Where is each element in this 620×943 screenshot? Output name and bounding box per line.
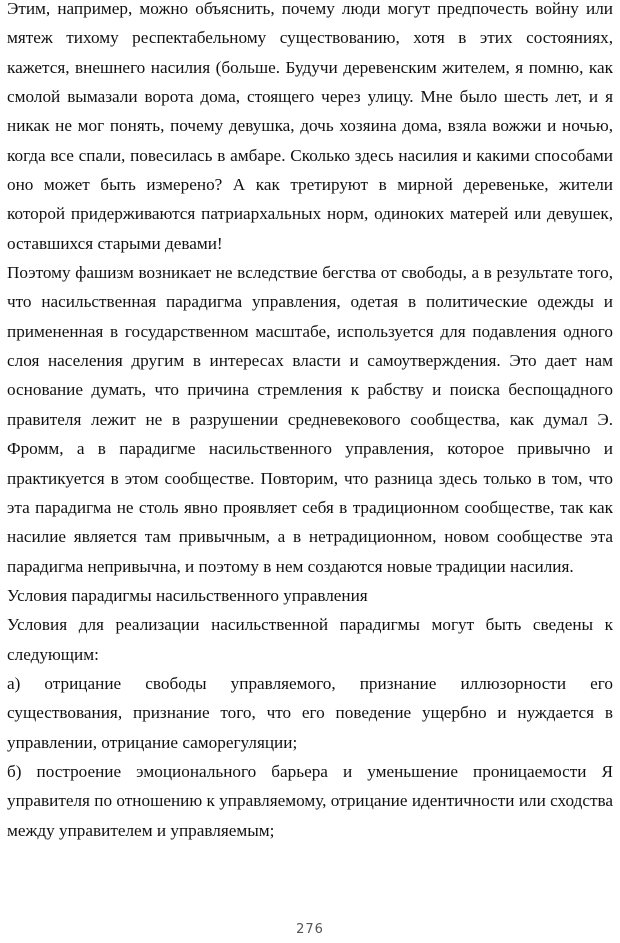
section-heading: Условия парадигмы насильственного управления — [7, 585, 368, 605]
page-number: 276 — [296, 922, 324, 937]
paragraph-conditions-intro: Условия для реализации насильственной парадигмы могут быть сведены к следующим: — [7, 615, 613, 664]
page-body — [7, 0, 613, 845]
list-item-a: а) отрицание свободы управляемого, признание иллюзорности его существования, признание того, что его поведение ущербно и нуждается в управлении, отрицание саморегуляции; — [7, 673, 613, 752]
paragraph-village-memory: Этим, например, можно объяснить, почему люди могут предпочесть войну или мятеж тихому респектабельному существованию, хотя в этих состояниях, кажется, внешнего насилия (больше. Будучи деревенским жителем, я помню, как смолой вымазали ворота дома, стоящего через улицу. Мне было шесть лет, и я никак не мог понять, почему девушка, дочь хозяина дома, взяла вожжи и ночью, когда все спали, повесилась в амбаре. Сколько здесь насилия и какими способами оно может быть измерено? А как третируют в мирной деревеньке, жители которой придерживаются патриархальных норм, одиноких матерей или девушек, оставшихся старыми девами! — [7, 0, 613, 253]
paragraph-fascism: Поэтому фашизм возникает не вследствие бегства от свободы, а в результате того, что насильственная парадигма управления, одетая в политические одежды и примененная в государственном масштабе, используется для подавления одного слоя населения другим в интересах власти и самоутверждения. Это дает нам основание думать, что причина стремления к рабству и поиска беспощадного правителя лежит не в разрушении средневекового сообщества, как думал Э. Фромм, а в парадигме насильственного управления, которое привычно и практикуется в этом сообществе. Повторим, что разница здесь только в том, что эта парадигма не столь явно проявляет себя в традиционном сообществе, так как насилие является там привычным, а в нетрадиционном, новом сообществе эта парадигма непривычна, и поэтому в нем создаются новые традиции насилия. — [7, 263, 613, 576]
list-item-b: б) построение эмоционального барьера и уменьшение проницаемости Я управителя по отношению к управляемому, отрицание идентичности или сходства между управителем и управляемым; — [7, 761, 613, 840]
